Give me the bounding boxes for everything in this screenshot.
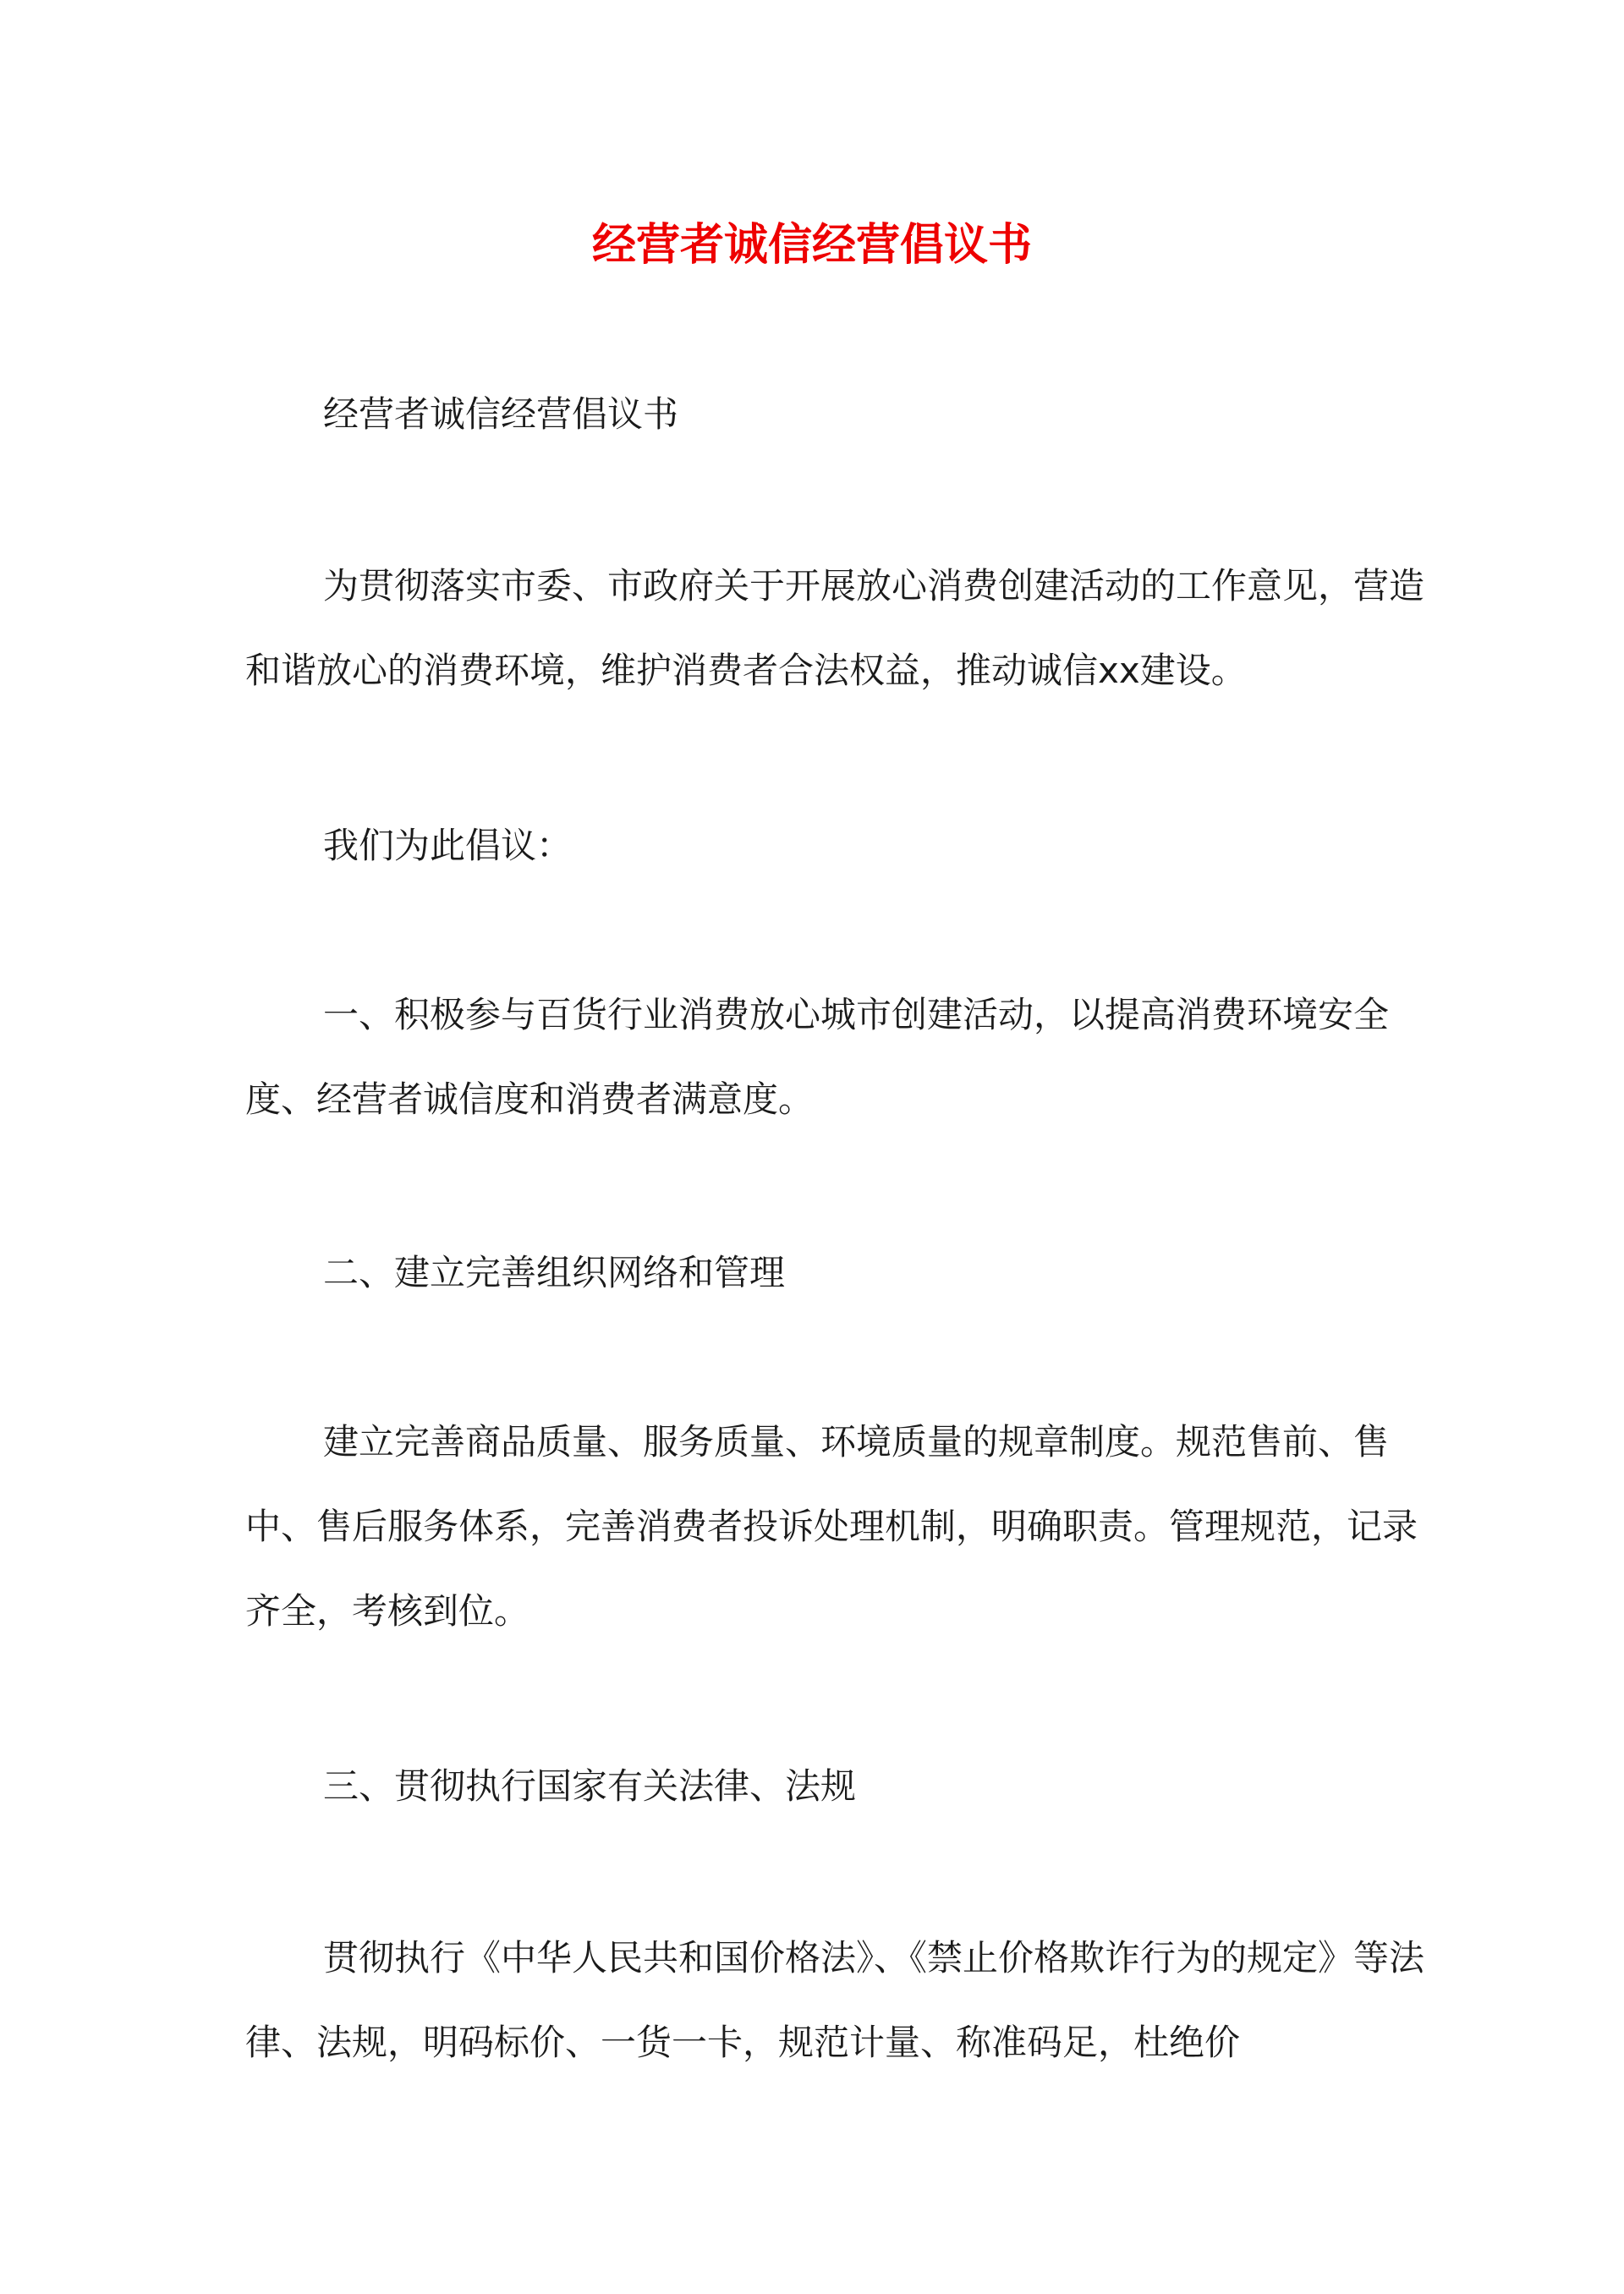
- paragraph-proposal-lead: 我们为此倡议：: [323, 825, 573, 866]
- paragraph-subtitle: 经营者诚信经营倡议书: [323, 393, 679, 435]
- paragraph-intro: 为贯彻落实市委、市政府关于开展放心消费创建活动的工作意见，营造和谐放心的消费环境，维护消费者合法权益，推动诚信xx建设。: [245, 565, 1425, 691]
- paragraph-item-three-body: 贯彻执行《中华人民共和国价格法》、《禁止价格欺诈行为的规定》等法律、法规，明码标价、一货一卡，规范计量、称准码足，杜绝价: [245, 1937, 1425, 2063]
- paragraph-item-two-heading: 二、建立完善组织网络和管理: [323, 1252, 786, 1293]
- paragraph-item-one: 一、积极参与百货行业消费放心城市创建活动，以提高消费环境安全度、经营者诚信度和消费者满意度。: [245, 994, 1390, 1120]
- document-title: 经营者诚信经营倡议书: [591, 220, 1032, 271]
- paragraph-item-two-body: 建立完善商品质量、服务质量、环境质量的规章制度。规范售前、售中、售后服务体系，完善消费者投诉处理机制，明确职责。管理规范，记录齐全，考核到位。: [245, 1421, 1418, 1632]
- paragraph-item-three-heading: 三、贯彻执行国家有关法律、法规: [323, 1765, 857, 1807]
